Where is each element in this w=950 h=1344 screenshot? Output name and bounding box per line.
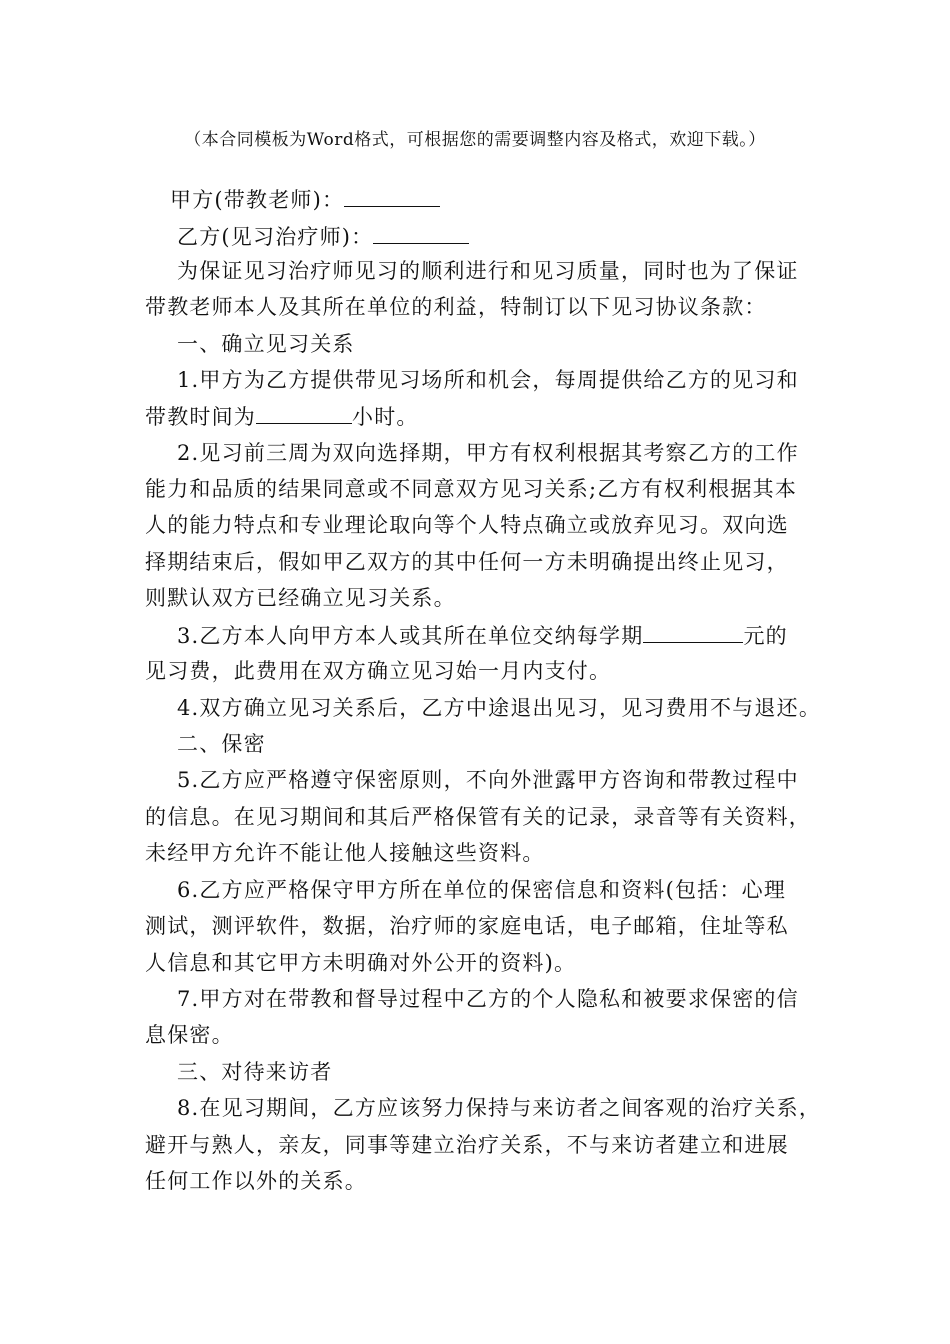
hours-blank [256,403,352,424]
clause-1-line-1: 1.甲方为乙方提供带见习场所和机会，每周提供给乙方的见习和 [177,368,799,392]
clause-8-line-1: 8.在见习期间，乙方应该努力保持与来访者之间客观的治疗关系， [177,1096,822,1120]
clause-5-line-2: 的信息。在见习期间和其后严格保管有关的记录，录音等有关资料， [145,805,811,829]
party-b-line [177,223,469,250]
section-1-heading: 一、确立见习关系 [177,332,355,356]
clause-1-text-a: 带教时间为 [145,405,256,429]
clause-2-line-1: 2.见习前三周为双向选择期，甲方有权利根据其考察乙方的工作 [177,441,799,465]
clause-1-text-b: 小时。 [352,405,419,429]
clause-2-line-4: 择期结束后，假如甲乙双方的其中任何一方未明确提出终止见习， [145,550,789,574]
intro-line-1: 为保证见习治疗师见习的顺利进行和见习质量，同时也为了保证 [177,259,799,283]
intro-line-2: 带教老师本人及其所在单位的利益，特制订以下见习协议条款： [145,295,767,319]
party-b-label: 乙方(见习治疗师)： [177,225,374,249]
clause-6-line-2: 测试，测评软件，数据，治疗师的家庭电话，电子邮箱，住址等私 [145,914,789,938]
party-a-line [170,186,440,213]
section-2-heading: 二、保密 [177,732,266,756]
party-b-blank [373,223,469,244]
clause-8-line-2: 避开与熟人，亲友，同事等建立治疗关系，不与来访者建立和进展 [145,1133,789,1157]
clause-3-text-a: 3.乙方本人向甲方本人或其所在单位交纳每学期 [177,624,644,648]
clause-3-line-2: 见习费，此费用在双方确立见习始一月内支付。 [145,659,612,683]
clause-3-text-b: 元的 [743,624,788,648]
section-3-heading: 三、对待来访者 [177,1060,333,1084]
clause-5-line-3: 未经甲方允许不能让他人接触这些资料。 [145,841,545,865]
template-note: （本合同模板为Word格式，可根据您的需要调整内容及格式，欢迎下载。） [184,130,766,150]
clause-7-line-1: 7.甲方对在带教和督导过程中乙方的个人隐私和被要求保密的信 [177,987,799,1011]
clause-2-line-3: 人的能力特点和专业理论取向等个人特点确立或放弃见习。双向选 [145,513,789,537]
fee-blank [643,622,743,643]
clause-3-line-1 [177,622,788,649]
party-a-label: 甲方(带教老师)： [170,188,345,212]
clause-5-line-1: 5.乙方应严格遵守保密原则，不向外泄露甲方咨询和带教过程中 [177,768,799,792]
clause-1-line-2 [145,403,419,430]
clause-2-line-5: 则默认双方已经确立见习关系。 [145,586,456,610]
clause-8-line-3: 任何工作以外的关系。 [145,1169,367,1193]
party-a-blank [344,186,440,207]
clause-4: 4.双方确立见习关系后，乙方中途退出见习，见习费用不与退还。 [177,696,822,720]
clause-2-line-2: 能力和品质的结果同意或不同意双方见习关系;乙方有权利根据其本 [145,477,798,501]
clause-7-line-2: 息保密。 [145,1023,234,1047]
clause-6-line-3: 人信息和其它甲方未明确对外公开的资料)。 [145,951,577,975]
clause-6-line-1: 6.乙方应严格保守甲方所在单位的保密信息和资料(包括：心理 [177,878,787,902]
